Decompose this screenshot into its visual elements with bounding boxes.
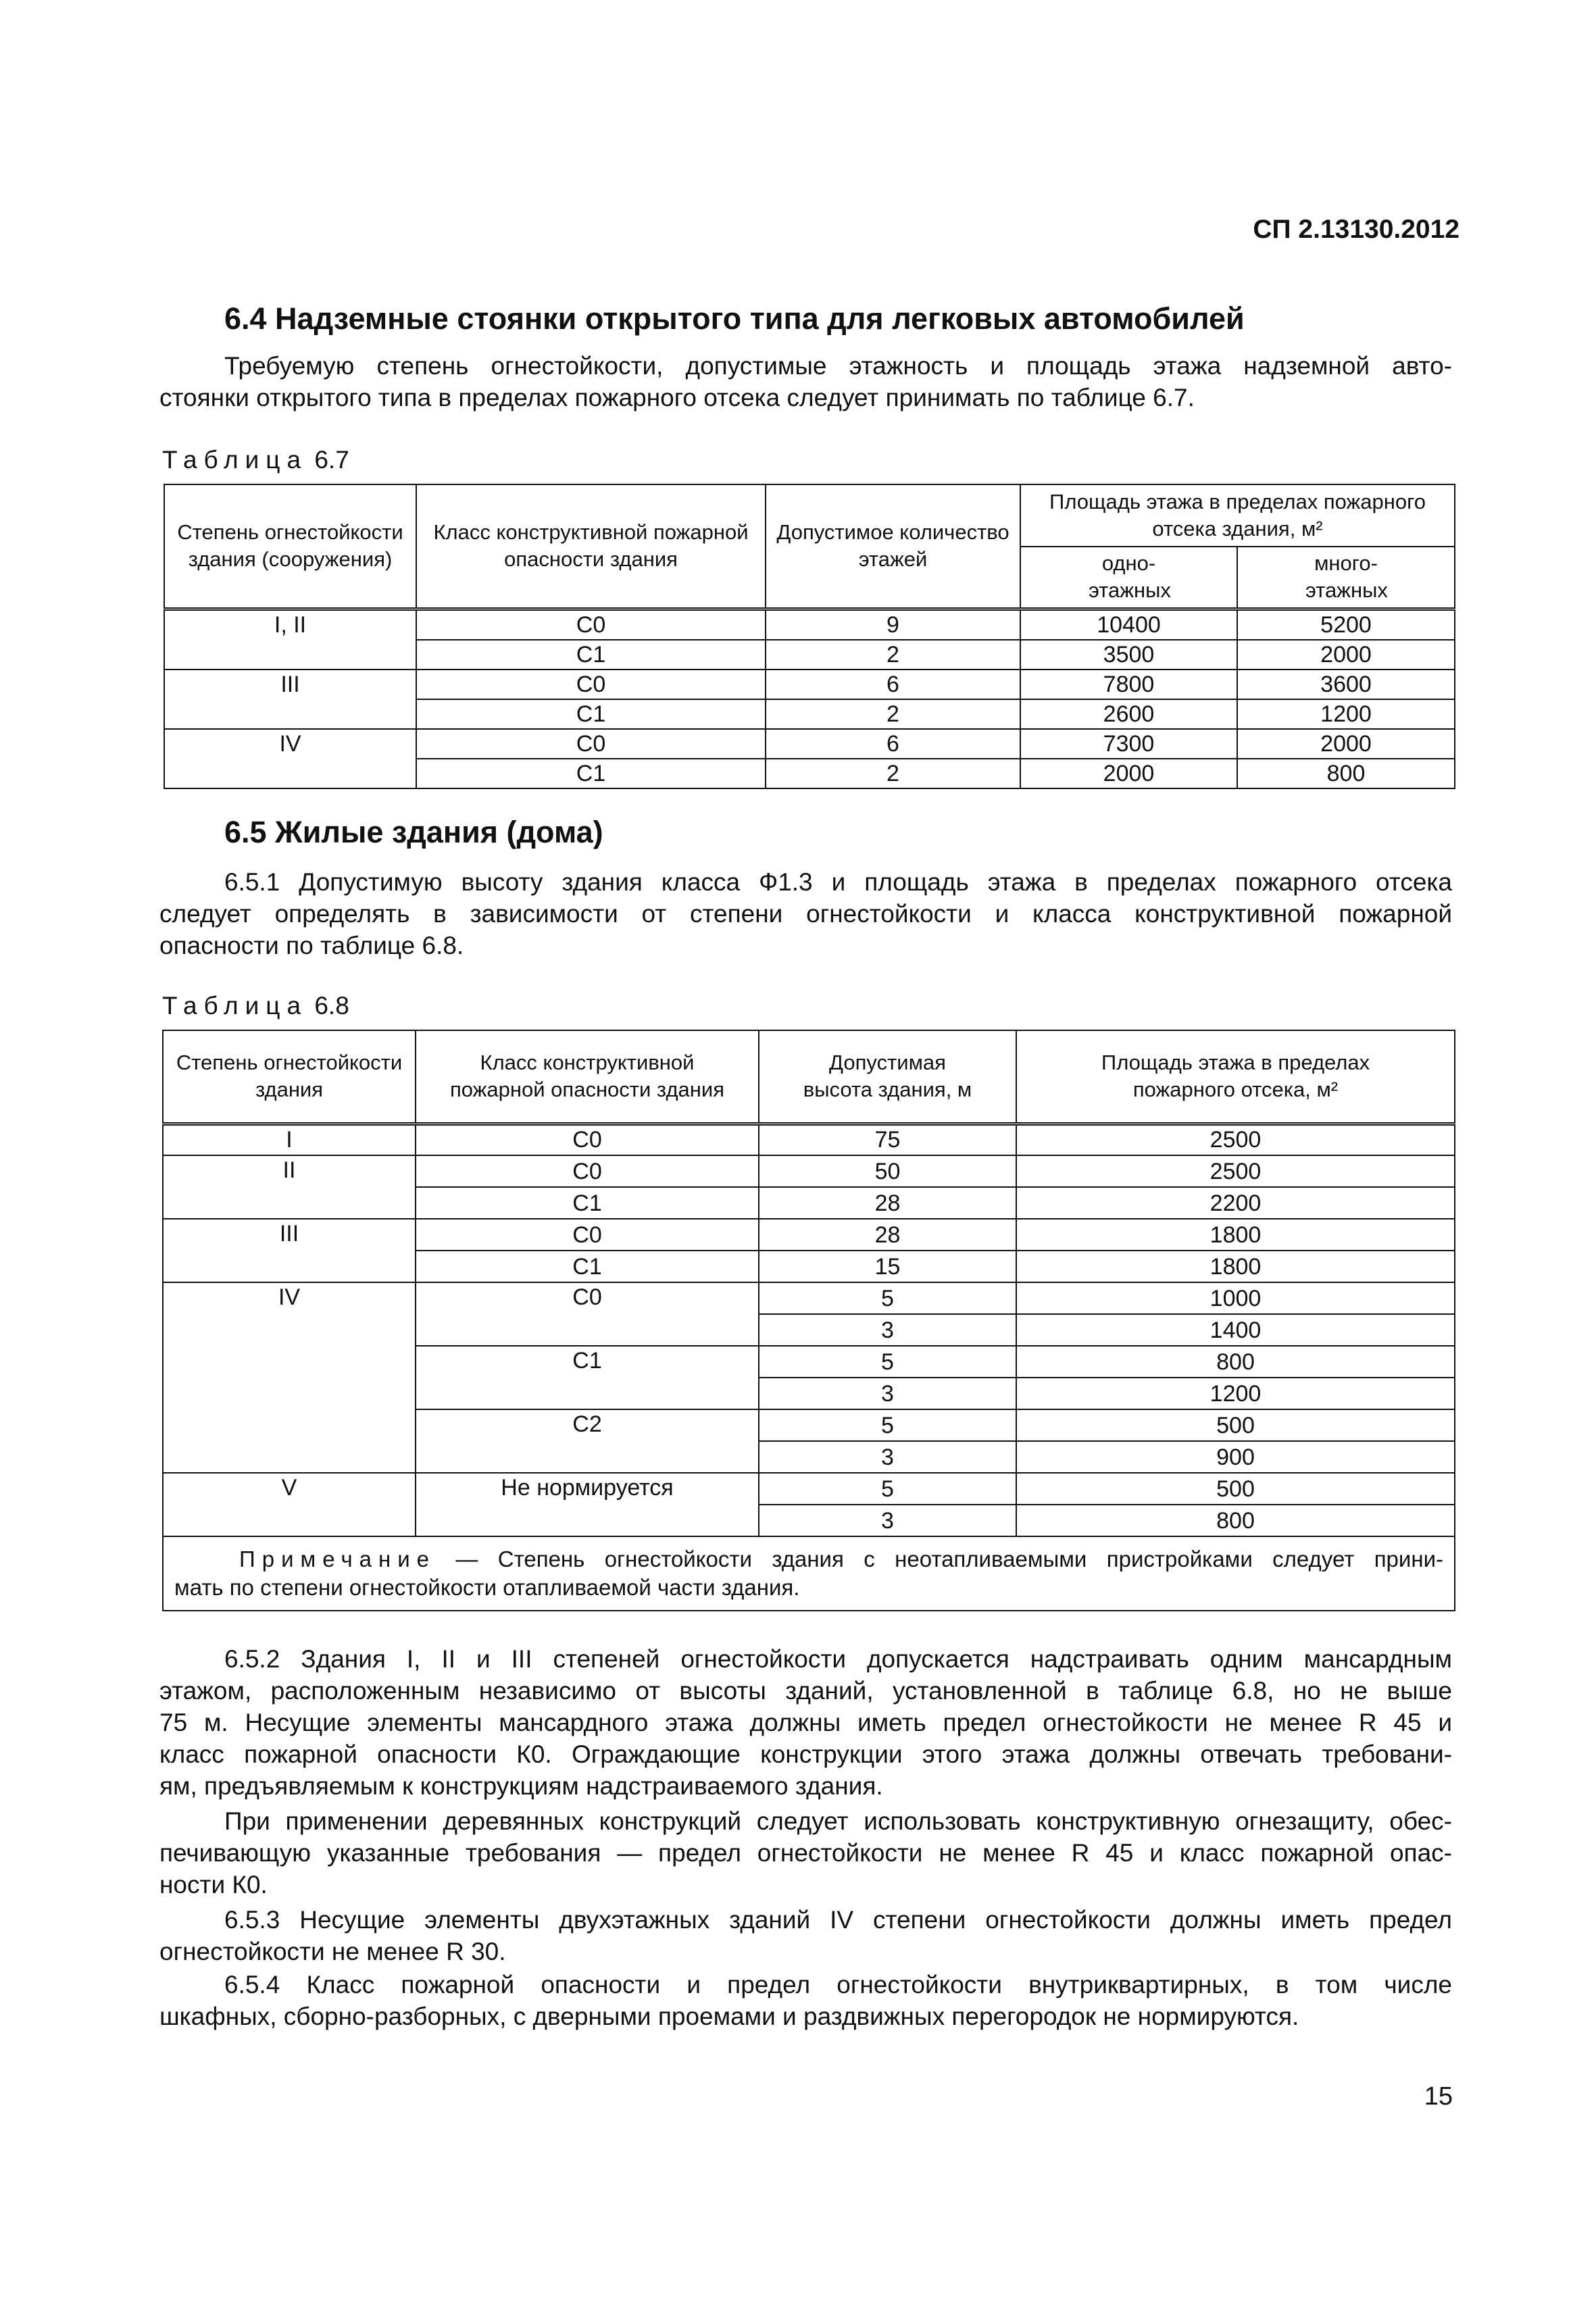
header-height: Допустимая высота здания, м: [759, 1030, 1016, 1124]
text-line: ям, предъявляемым к конструкциям надстраиваемого здания.: [159, 1772, 883, 1800]
table-row: [163, 1155, 1455, 1187]
cell-multi: 1200: [1237, 699, 1455, 729]
cell-area: 2500: [1016, 1155, 1455, 1187]
cell-degree: IV: [163, 1282, 416, 1473]
cell-floors: 2: [766, 640, 1020, 670]
table-6-8: [162, 1030, 1455, 1611]
text-line: 6.5.2 Здания I, II и III степеней огнестойкости допускается надстраивать одним мансардным: [224, 1645, 1452, 1673]
note-label: Примечание: [239, 1546, 437, 1571]
text-line: 6.5.4 Класс пожарной опасности и предел огнестойкости внутриквартирных, в том числе: [224, 1971, 1452, 1998]
cell-area: 1400: [1016, 1314, 1455, 1346]
header-floors: Допустимое количество этажей: [766, 484, 1020, 609]
paragraph-6-5-1: [159, 866, 1452, 961]
cell-height: 15: [759, 1251, 1016, 1282]
text-line: шкафных, сборно-разборных, с дверными проемами и раздвижных перегородок не нормируются.: [159, 2003, 1299, 2030]
header-multi-storey: много-этажных: [1237, 547, 1455, 609]
cell-one: 7800: [1020, 670, 1237, 699]
cell-height: 3: [759, 1314, 1016, 1346]
text-line: 6.5.3 Несущие элементы двухэтажных зданий IV степени огнестойкости должны иметь предел: [224, 1906, 1452, 1934]
table-row: [163, 1219, 1455, 1251]
cell-area: 800: [1016, 1346, 1455, 1378]
cell-class: С0: [416, 1219, 759, 1251]
header-one-storey: одно-этажных: [1020, 547, 1237, 609]
note-text: — Степень огнестойкости здания с неотапливаемыми пристройками следует прини-: [455, 1546, 1443, 1571]
paragraph-6-5-2: [159, 1643, 1452, 1802]
table-row: [164, 609, 1455, 640]
cell-one: 7300: [1020, 729, 1237, 759]
note-line: [174, 1545, 1443, 1574]
paragraph-6-5-3: [159, 1904, 1452, 1967]
cell-height: 5: [759, 1282, 1016, 1314]
cell-area: 900: [1016, 1441, 1455, 1473]
header-degree: Степень огнестойкости здания (сооружения): [164, 484, 416, 609]
header-area: Площадь этажа в пределах пожарного отсека, м²: [1016, 1030, 1455, 1124]
text-line: 6.5.1 Допустимую высоту здания класса Ф1.3 и площадь этажа в пределах пожарного отсека: [224, 868, 1452, 896]
page-number: 15: [1424, 2082, 1453, 2111]
cell-class: С0: [416, 1155, 759, 1187]
cell-height: 3: [759, 1378, 1016, 1409]
cell-area: 1200: [1016, 1378, 1455, 1409]
cell-area: 500: [1016, 1409, 1455, 1441]
caption-word: Таблица: [162, 992, 308, 1020]
cell-height: 75: [759, 1124, 1016, 1155]
cell-height: 5: [759, 1346, 1016, 1378]
cell-one: 2600: [1020, 699, 1237, 729]
text-line: стоянки открытого типа в пределах пожарного отсека следует принимать по таблице 6.7.: [159, 384, 1195, 411]
table-6-7-caption: [162, 446, 349, 474]
section-6-4-heading: 6.4 Надземные стоянки открытого типа для легковых автомобилей: [224, 301, 1245, 336]
cell-multi: 5200: [1237, 609, 1455, 640]
cell-height: 5: [759, 1473, 1016, 1505]
cell-floors: 9: [766, 609, 1020, 640]
cell-multi: 2000: [1237, 729, 1455, 759]
cell-height: 28: [759, 1219, 1016, 1251]
text-line: класс пожарной опасности К0. Ограждающие конструкции этого этажа должны отвечать требовани-: [159, 1740, 1452, 1768]
cell-class: С2: [416, 1409, 759, 1473]
cell-one: 3500: [1020, 640, 1237, 670]
cell-height: 5: [759, 1409, 1016, 1441]
cell-class: С1: [416, 699, 766, 729]
section-6-5-heading: 6.5 Жилые здания (дома): [224, 815, 603, 849]
cell-area: 2200: [1016, 1187, 1455, 1219]
cell-degree: II: [163, 1155, 416, 1219]
table-row: [164, 729, 1455, 759]
text-line: При применении деревянных конструкций следует использовать конструктивную огнезащиту, обес-: [224, 1807, 1452, 1835]
cell-class: С0: [416, 609, 766, 640]
cell-multi: 800: [1237, 759, 1455, 788]
header-class: Класс конструктивной пожарной опасности здания: [416, 1030, 759, 1124]
cell-area: 500: [1016, 1473, 1455, 1505]
cell-area: 1000: [1016, 1282, 1455, 1314]
cell-class: Не нормируется: [416, 1473, 759, 1536]
text-line: ности К0.: [159, 1871, 268, 1898]
cell-degree: III: [163, 1219, 416, 1282]
table-row: [163, 1473, 1455, 1505]
paragraph-6-5-2-continued: [159, 1805, 1452, 1901]
table-6-8-caption: [162, 992, 349, 1020]
section-6-4-paragraph: [159, 350, 1452, 413]
cell-class: С0: [416, 1282, 759, 1346]
caption-word: Таблица: [162, 446, 308, 474]
header-degree: Степень огнестойкости здания: [163, 1030, 416, 1124]
cell-multi: 2000: [1237, 640, 1455, 670]
document-code: СП 2.13130.2012: [1253, 215, 1460, 244]
cell-height: 3: [759, 1505, 1016, 1536]
header-area: Площадь этажа в пределах пожарного отсека здания, м²: [1020, 484, 1455, 547]
cell-class: С0: [416, 670, 766, 699]
cell-height: 28: [759, 1187, 1016, 1219]
text-line: Требуемую степень огнестойкости, допустимые этажность и площадь этажа надземной авто-: [224, 352, 1452, 380]
cell-class: С1: [416, 640, 766, 670]
cell-degree: III: [164, 670, 416, 729]
cell-degree: IV: [164, 729, 416, 788]
cell-floors: 2: [766, 699, 1020, 729]
caption-number: 6.7: [314, 446, 349, 474]
cell-degree: I, II: [164, 609, 416, 670]
cell-area: 2500: [1016, 1124, 1455, 1155]
table-row: [163, 1282, 1455, 1314]
cell-height: 50: [759, 1155, 1016, 1187]
cell-area: 800: [1016, 1505, 1455, 1536]
cell-degree: V: [163, 1473, 416, 1536]
note-line: мать по степени огнестойкости отапливаемой части здания.: [174, 1575, 800, 1600]
cell-area: 1800: [1016, 1219, 1455, 1251]
text-line: опасности по таблице 6.8.: [159, 932, 464, 959]
cell-class: С1: [416, 1187, 759, 1219]
cell-multi: 3600: [1237, 670, 1455, 699]
table-row: [164, 670, 1455, 699]
cell-floors: 2: [766, 759, 1020, 788]
cell-one: 2000: [1020, 759, 1237, 788]
cell-class: С0: [416, 1124, 759, 1155]
cell-class: С1: [416, 1346, 759, 1409]
text-line: огнестойкости не менее R 30.: [159, 1938, 506, 1965]
cell-class: С1: [416, 1251, 759, 1282]
paragraph-6-5-4: [159, 1969, 1452, 2032]
cell-class: С0: [416, 729, 766, 759]
table-6-7: [164, 484, 1455, 789]
cell-class: С1: [416, 759, 766, 788]
cell-area: 1800: [1016, 1251, 1455, 1282]
cell-one: 10400: [1020, 609, 1237, 640]
header-class: Класс конструктивной пожарной опасности здания: [416, 484, 766, 609]
cell-height: 3: [759, 1441, 1016, 1473]
table-note-row: [163, 1536, 1455, 1611]
text-line: следует определять в зависимости от степени огнестойкости и класса конструктивной пожарной: [159, 900, 1452, 928]
cell-floors: 6: [766, 729, 1020, 759]
cell-degree: I: [163, 1124, 416, 1155]
caption-number: 6.8: [314, 992, 349, 1020]
cell-floors: 6: [766, 670, 1020, 699]
text-line: этажом, расположенным независимо от высоты зданий, установленной в таблице 6.8, но не выше: [159, 1677, 1452, 1705]
table-note: [163, 1536, 1455, 1611]
text-line: 75 м. Несущие элементы мансардного этажа должны иметь предел огнестойкости не менее R 45 и: [159, 1709, 1452, 1736]
text-line: печивающую указанные требования — предел огнестойкости не менее R 45 и класс пожарной опас-: [159, 1839, 1452, 1867]
table-row: [163, 1124, 1455, 1155]
